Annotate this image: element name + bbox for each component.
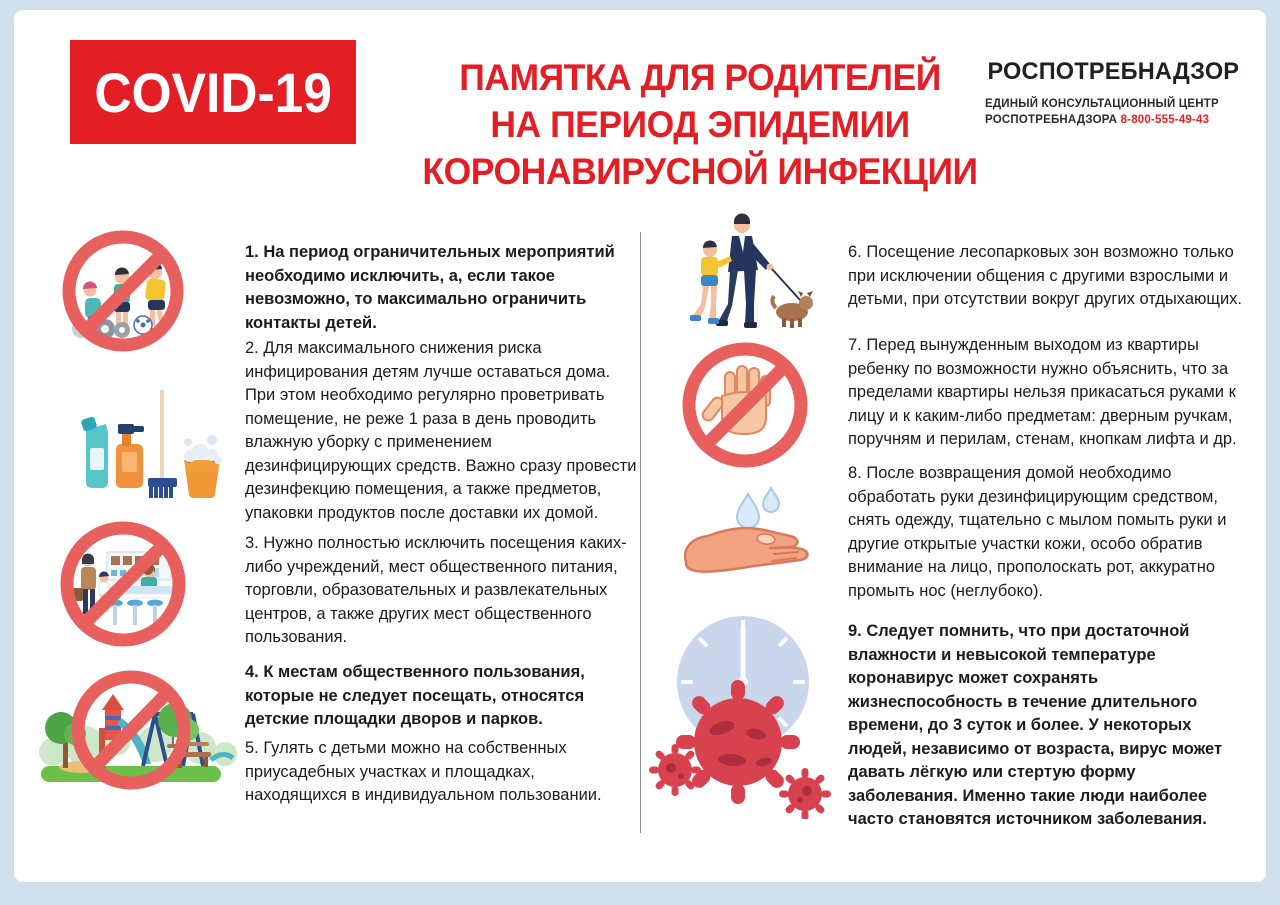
no-cafe-icon [55,516,192,653]
rule-item-9: 9. Следует помнить, что при достаточной влажности и невысокой температуре коронавирус может сохранять жизнеспособность в течение длительного времени, до 3 суток и более. У некоторых людей, независимо от возраста, вирус может давать лёгкую или стертую форму заболевания. Именно такие люди наиболее часто становятся источником заболевания. [848,622,1223,828]
agency-phone: 8-800-555-49-43 [1120,114,1210,126]
covid19-badge-label: COVID-19 [94,60,332,124]
clock-coronavirus-icon [645,602,842,819]
agency-block [985,58,1240,128]
rule-item-3: 3. Нужно полностью исключить посещения каких-либо учреждений, мест общественного питания, торговли, образовательных и развлекательных центров, а также других мест общественного пользования. [245,534,627,646]
no-playground-icon [25,668,237,810]
agency-center-line1: ЕДИНЫЙ КОНСУЛЬТАЦИОННЫЙ ЦЕНТР [985,98,1219,110]
rule-item-1: 1. На период ограничительных мероприятий необходимо исключить, а, если такое невозможно, то максимально ограничить контакты детей. [245,243,615,332]
agency-subtitle [985,96,1230,128]
covid19-badge [70,40,356,144]
column-divider [640,232,641,833]
rule-item-5: 5. Гулять с детьми можно на собственных приусадебных участках и площадках, находящихся в индивидуальном пользовании. [245,739,602,804]
title-line-3: КОРОНАВИРУСНОЙ ИНФЕКЦИИ [422,151,978,192]
cleaning-supplies-icon [72,390,224,516]
rule-item-8: 8. После возвращения домой необходимо обработать руки дезинфицирующим средством, снять одежду, тщательно с мылом помыть руки и другие открытые участки кожи, особо обратив внимание на лицо, прополоскать рот, аккуратно промыть нос (неглубоко). [848,464,1227,600]
rule-item-7: 7. Перед вынужденным выходом из квартиры ребенку по возможности нужно объяснить, что за пределами квартиры нельзя прикасаться руками к лицу и к каким-либо предметам: дверным ручкам, поручням и перилам, стенам, кнопкам лифта и др. [848,336,1237,448]
rule-item-4: 4. К местам общественного пользования, которые не следует посещать, относятся детские площадки дворов и парков. [245,663,585,728]
poster-title [412,54,988,195]
hand-water-drops-icon [678,476,820,594]
agency-name: РОСПОТРЕБНАДЗОР [987,58,1240,85]
agency-center-line2: РОСПОТРЕБНАДЗОРА [985,114,1118,126]
title-line-2: НА ПЕРИОД ЭПИДЕМИИ [490,104,910,145]
rule-item-2: 2. Для максимального снижения риска инфицирования детям лучше оставаться дома. При этом необходимо регулярно проветривать помещение, не реже 1 раза в день проводить влажную уборку с применением дезинфицирующих средств. Важно сразу провести дезинфекцию помещения, а также предметов, упаковки продуктов после доставки их домой. [245,339,637,522]
title-line-1: ПАМЯТКА ДЛЯ РОДИТЕЛЕЙ [459,57,941,98]
no-touch-hand-icon [678,338,812,472]
family-walk-dog-icon [672,212,824,338]
no-children-playing-icon [58,226,188,356]
rule-item-6: 6. Посещение лесопарковых зон возможно только при исключении общения с другими взрослыми и детьми, при отсутствии вокруг других отдыхающих. [848,243,1243,308]
